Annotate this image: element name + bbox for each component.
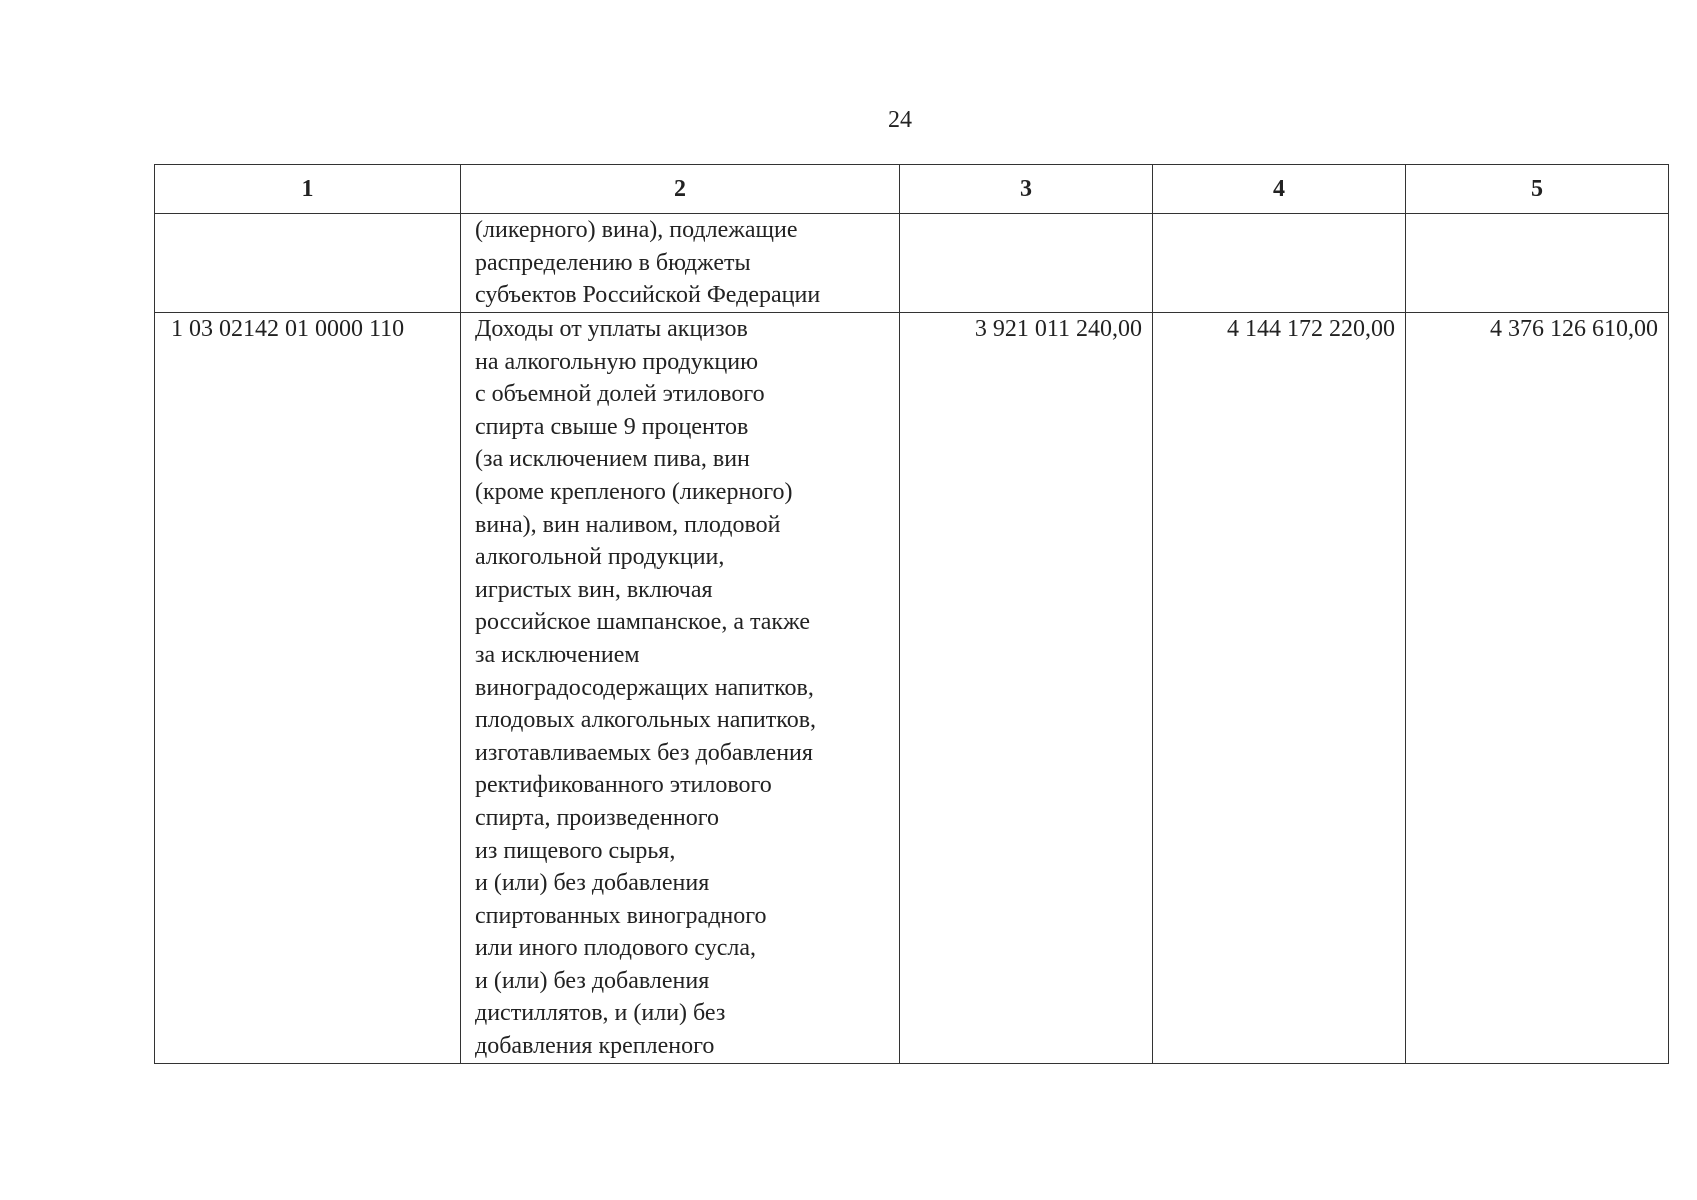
description-line: вина), вин наливом, плодовой (475, 511, 781, 538)
amount-cell-col5: 4 376 126 610,00 (1406, 313, 1669, 1064)
description-line: российское шампанское, а также (475, 609, 810, 636)
column-header-2: 2 (461, 165, 900, 214)
code-cell (155, 214, 461, 313)
revenue-table (154, 164, 1669, 1064)
description-line: с объемной долей этилового (475, 381, 765, 408)
column-header-3: 3 (900, 165, 1153, 214)
description-line: спиртованных виноградного (475, 902, 767, 929)
description-line: или иного плодового сусла, (475, 935, 756, 962)
column-header-1: 1 (155, 165, 461, 214)
description-cell (461, 313, 900, 1064)
description-line: ректификованного этилового (475, 772, 772, 799)
description-line: на алкогольную продукцию (475, 348, 759, 375)
table-row (155, 313, 1669, 1064)
amount-cell-col3 (900, 214, 1153, 313)
amount-cell-col4: 4 144 172 220,00 (1153, 313, 1406, 1064)
description-line: за исключением (475, 641, 640, 668)
description-line: и (или) без добавления (475, 870, 710, 897)
description-line: дистиллятов, и (или) без (475, 1000, 726, 1027)
description-line: виноградосодержащих напитков, (475, 674, 814, 701)
description-line: изготавливаемых без добавления (475, 739, 813, 766)
budget-code-cell: 1 03 02142 01 0000 110 (155, 313, 461, 1064)
description-line: распределению в бюджеты (475, 249, 751, 276)
description-line: субъектов Российской Федерации (475, 282, 821, 309)
description-cell (461, 214, 900, 313)
amount-cell-col5 (1406, 214, 1669, 313)
description-line: из пищевого сырья, (475, 837, 676, 864)
description-line: (за исключением пива, вин (475, 446, 750, 473)
amount-cell-col3: 3 921 011 240,00 (900, 313, 1153, 1064)
description-line: (кроме крепленого (ликерного) (475, 478, 793, 505)
description-line: добавления крепленого (475, 1033, 715, 1060)
description-line: спирта, произведенного (475, 804, 719, 831)
column-header-4: 4 (1153, 165, 1406, 214)
description-line: игристых вин, включая (475, 576, 713, 603)
header-row (155, 165, 1669, 214)
amount-cell-col4 (1153, 214, 1406, 313)
description-line: плодовых алкогольных напитков, (475, 707, 817, 734)
description-line: алкогольной продукции, (475, 544, 725, 571)
description-line: Доходы от уплаты акцизов (475, 316, 748, 342)
column-header-5: 5 (1406, 165, 1669, 214)
table-row-continuation (155, 214, 1669, 313)
description-line: спирта свыше 9 процентов (475, 413, 749, 440)
description-line: и (или) без добавления (475, 967, 710, 994)
page-number: 24 (888, 107, 912, 133)
description-line: (ликерного) вина), подлежащие (475, 217, 798, 243)
